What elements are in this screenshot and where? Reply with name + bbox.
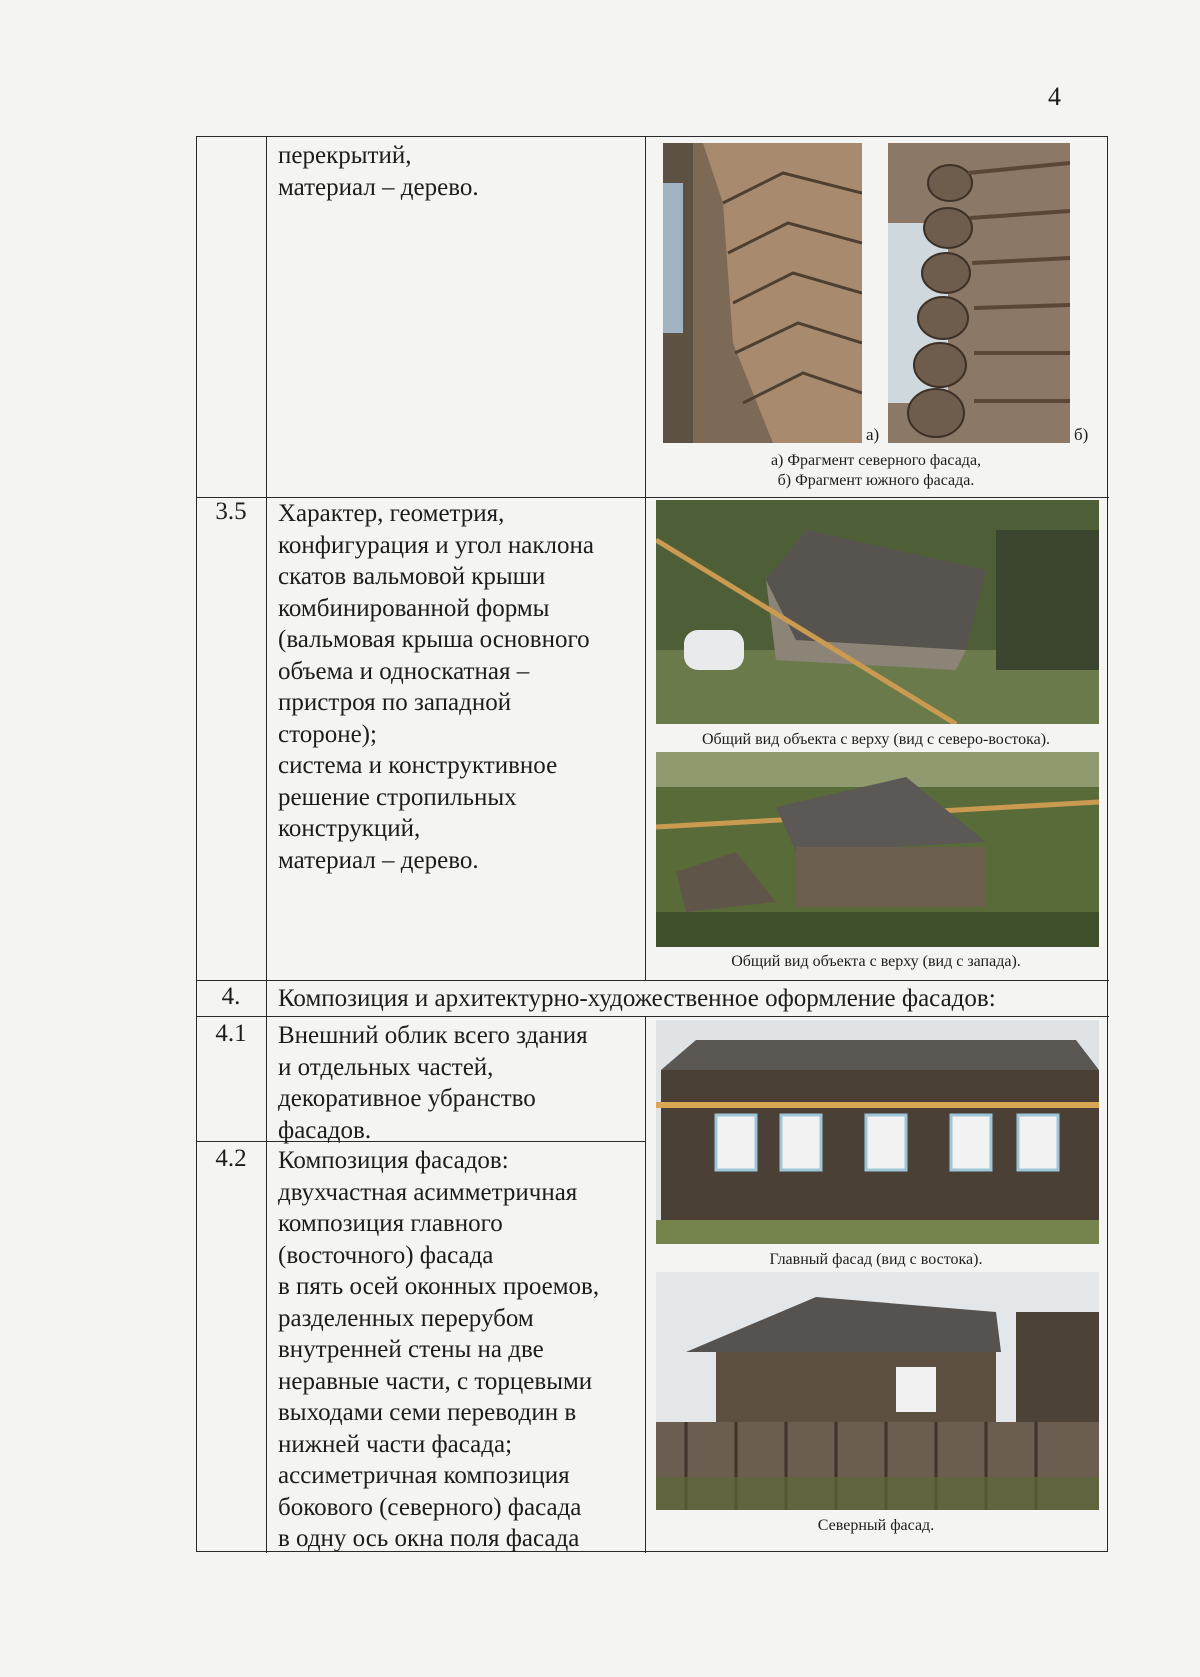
photo-north-facade-fragment xyxy=(663,143,862,443)
photo-roof-west xyxy=(656,752,1099,947)
row-number: 4.2 xyxy=(215,1145,247,1172)
photo-south-facade-fragment xyxy=(888,143,1070,443)
photo-caption-main-facade: Главный фасад (вид с востока). xyxy=(769,1251,983,1268)
row-divider xyxy=(197,1016,1109,1017)
photo-label-a: а) xyxy=(866,425,880,444)
row-number: 4. xyxy=(221,983,241,1010)
photo-north-facade xyxy=(656,1272,1099,1510)
photo-roof-northeast xyxy=(656,500,1099,724)
column-divider xyxy=(266,137,267,1553)
column-divider xyxy=(645,137,646,981)
row-divider xyxy=(197,980,1109,981)
column-divider xyxy=(645,1017,646,1553)
section-heading-facades: Композиция и архитектурно-художественное оформление фасадов: xyxy=(278,985,996,1012)
photo-label-b: б) xyxy=(1074,425,1089,444)
row-number: 4.1 xyxy=(215,1020,247,1047)
page-number: 4 xyxy=(1048,82,1061,111)
row-text-appearance: Внешний облик всего здания и отдельных частей, декоративное убранство фасадов. xyxy=(278,1022,588,1144)
row-text-floors: перекрытий, материал – дерево. xyxy=(278,142,479,201)
photo-main-facade-east xyxy=(656,1020,1099,1244)
row-text-composition: Композиция фасадов: двухчастная асимметричная композиция главного (восточного) фасада в пять осей оконных проемов, разделенных перерубом внутренней стены на две неравные части, с торцевыми выходами семи переводин в нижней части фасада; ассиметричная композиция бокового (северного) фасада в одну ось окна поля фасада xyxy=(278,1147,600,1552)
photo-caption-northeast: Общий вид объекта с верху (вид с северо-востока). xyxy=(701,731,1051,748)
row-text-roof: Характер, геометрия, конфигурация и угол наклона скатов вальмовой крыши комбинированной формы (вальмовая крыша основного объема и односкатная – пристроя по западной стороне); система и конструктивное решение стропильных конструкций, материал – дерево. xyxy=(278,500,594,874)
photo-caption-fragments: а) Фрагмент северного фасада, б) Фрагмент южного фасада. xyxy=(770,452,982,489)
photo-caption-north-facade: Северный фасад. xyxy=(817,1517,935,1534)
row-number: 3.5 xyxy=(215,498,247,525)
photo-caption-west: Общий вид объекта с верху (вид с запада). xyxy=(731,953,1021,970)
